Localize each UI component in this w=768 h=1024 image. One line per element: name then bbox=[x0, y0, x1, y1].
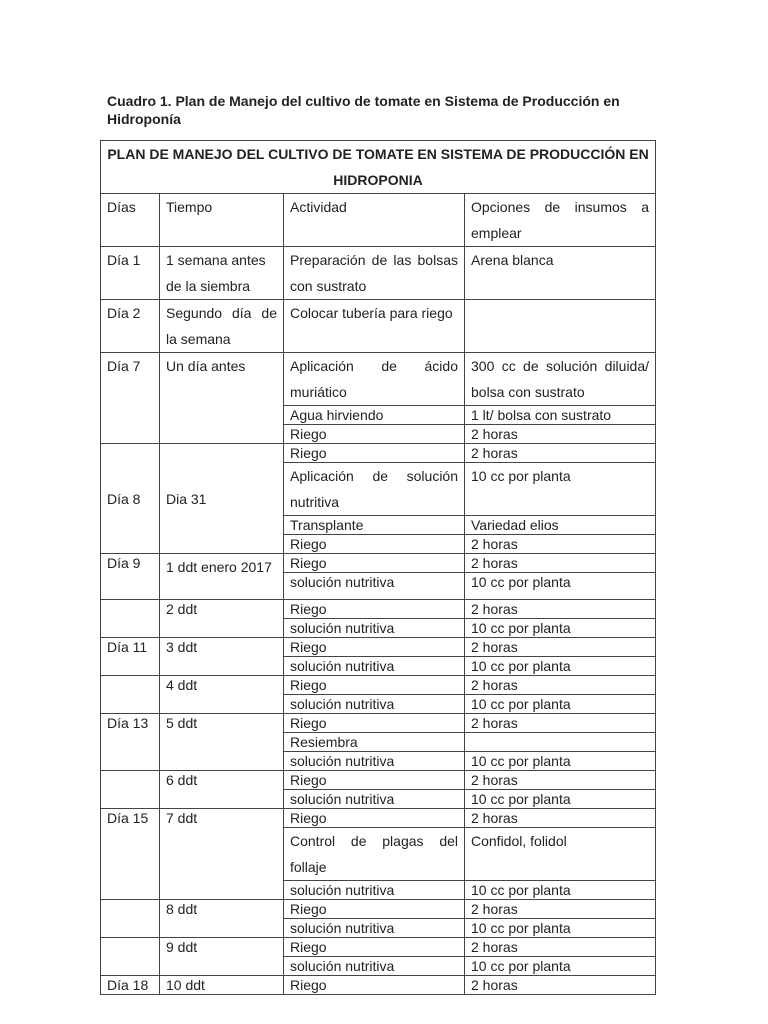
cell-tiempo: 7 ddt bbox=[160, 809, 284, 900]
management-plan-table bbox=[100, 140, 656, 995]
cell-dia: Día 7 bbox=[101, 353, 160, 444]
cell-insumo bbox=[465, 733, 656, 752]
cell-actividad: Colocar tubería para riego bbox=[284, 300, 465, 353]
cell-insumo: Arena blanca bbox=[465, 247, 656, 300]
table-caption: Cuadro 1. Plan de Manejo del cultivo de tomate en Sistema de Producción en Hidroponía bbox=[107, 93, 620, 127]
cell-insumo: 10 cc por planta bbox=[465, 573, 656, 600]
cell-insumo: 2 horas bbox=[465, 676, 656, 695]
cell-insumo: 10 cc por planta bbox=[465, 463, 656, 516]
table-row bbox=[101, 353, 656, 406]
table-row bbox=[101, 809, 656, 828]
cell-insumo: 10 cc por planta bbox=[465, 657, 656, 676]
cell-dia: Día 8 bbox=[101, 444, 160, 554]
cell-tiempo: 10 ddt bbox=[160, 976, 284, 995]
table-row bbox=[101, 247, 656, 300]
table-row bbox=[101, 900, 656, 919]
cell-actividad: solución nutritiva bbox=[284, 657, 465, 676]
cell-actividad: Riego bbox=[284, 676, 465, 695]
cell-insumo: 2 horas bbox=[465, 554, 656, 573]
cell-dia bbox=[101, 900, 160, 938]
cell-insumo: 10 cc por planta bbox=[465, 957, 656, 976]
cell-actividad: Riego bbox=[284, 535, 465, 554]
header-insumos: Opciones de insumos a emplear bbox=[465, 194, 656, 247]
cell-actividad: solución nutritiva bbox=[284, 957, 465, 976]
cell-tiempo: 4 ddt bbox=[160, 676, 284, 714]
cell-insumo: 10 cc por planta bbox=[465, 619, 656, 638]
cell-insumo: 2 horas bbox=[465, 976, 656, 995]
cell-dia: Día 15 bbox=[101, 809, 160, 900]
header-tiempo: Tiempo bbox=[160, 194, 284, 247]
cell-tiempo: 6 ddt bbox=[160, 771, 284, 809]
cell-dia: Día 2 bbox=[101, 300, 160, 353]
cell-actividad: solución nutritiva bbox=[284, 919, 465, 938]
table-row bbox=[101, 771, 656, 790]
cell-dia bbox=[101, 676, 160, 714]
cell-tiempo: Dia 31 bbox=[160, 444, 284, 554]
table-row bbox=[101, 676, 656, 695]
cell-actividad: Riego bbox=[284, 425, 465, 444]
cell-dia bbox=[101, 600, 160, 638]
table-row bbox=[101, 638, 656, 657]
cell-tiempo: Segundo día de la semana bbox=[160, 300, 284, 353]
header-actividad: Actividad bbox=[284, 194, 465, 247]
cell-actividad: Control de plagas del follaje bbox=[284, 828, 465, 881]
cell-actividad: Riego bbox=[284, 938, 465, 957]
cell-actividad: solución nutritiva bbox=[284, 573, 465, 600]
cell-insumo: 10 cc por planta bbox=[465, 881, 656, 900]
cell-insumo bbox=[465, 300, 656, 353]
cell-insumo: 10 cc por planta bbox=[465, 695, 656, 714]
cell-dia: Día 18 bbox=[101, 976, 160, 995]
cell-insumo: Confidol, folidol bbox=[465, 828, 656, 881]
table-title: PLAN DE MANEJO DEL CULTIVO DE TOMATE EN SISTEMA DE PRODUCCIÓN EN HIDROPONIA bbox=[101, 141, 656, 194]
cell-actividad: Riego bbox=[284, 976, 465, 995]
table-row bbox=[101, 714, 656, 733]
cell-tiempo: Un día antes bbox=[160, 353, 284, 444]
cell-actividad: Riego bbox=[284, 714, 465, 733]
cell-dia: Día 9 bbox=[101, 554, 160, 600]
table-row bbox=[101, 554, 656, 573]
cell-dia bbox=[101, 938, 160, 976]
cell-insumo: 2 horas bbox=[465, 600, 656, 619]
table-row bbox=[101, 444, 656, 463]
cell-insumo: 2 horas bbox=[465, 425, 656, 444]
cell-insumo: 2 horas bbox=[465, 444, 656, 463]
cell-actividad: solución nutritiva bbox=[284, 790, 465, 809]
cell-tiempo: 2 ddt bbox=[160, 600, 284, 638]
cell-tiempo: 1 semana antes de la siembra bbox=[160, 247, 284, 300]
cell-insumo: 2 horas bbox=[465, 771, 656, 790]
cell-insumo: 2 horas bbox=[465, 938, 656, 957]
cell-insumo: Variedad elios bbox=[465, 516, 656, 535]
cell-insumo: 10 cc por planta bbox=[465, 919, 656, 938]
cell-actividad: solución nutritiva bbox=[284, 619, 465, 638]
cell-insumo: 2 horas bbox=[465, 535, 656, 554]
cell-insumo: 10 cc por planta bbox=[465, 790, 656, 809]
cell-actividad: solución nutritiva bbox=[284, 881, 465, 900]
cell-tiempo: 3 ddt bbox=[160, 638, 284, 676]
cell-insumo: 2 horas bbox=[465, 714, 656, 733]
cell-dia: Día 11 bbox=[101, 638, 160, 676]
cell-actividad: Riego bbox=[284, 554, 465, 573]
cell-actividad: Riego bbox=[284, 771, 465, 790]
cell-actividad: solución nutritiva bbox=[284, 695, 465, 714]
table-row bbox=[101, 938, 656, 957]
table-row bbox=[101, 600, 656, 619]
cell-tiempo: 5 ddt bbox=[160, 714, 284, 771]
cell-actividad: Preparación de las bolsas con sustrato bbox=[284, 247, 465, 300]
header-dias: Días bbox=[101, 194, 160, 247]
cell-actividad: Transplante bbox=[284, 516, 465, 535]
cell-actividad: Riego bbox=[284, 444, 465, 463]
cell-actividad: Resiembra bbox=[284, 733, 465, 752]
cell-insumo: 2 horas bbox=[465, 900, 656, 919]
cell-tiempo: 1 ddt enero 2017 bbox=[160, 554, 284, 600]
cell-actividad: Riego bbox=[284, 809, 465, 828]
cell-dia: Día 1 bbox=[101, 247, 160, 300]
cell-insumo: 1 lt/ bolsa con sustrato bbox=[465, 406, 656, 425]
cell-actividad: solución nutritiva bbox=[284, 752, 465, 771]
cell-insumo: 2 horas bbox=[465, 638, 656, 657]
cell-actividad: Riego bbox=[284, 638, 465, 657]
table-row bbox=[101, 300, 656, 353]
table-row bbox=[101, 976, 656, 995]
cell-dia: Día 13 bbox=[101, 714, 160, 771]
cell-insumo: 300 cc de solución diluida/ bolsa con sustrato bbox=[465, 353, 656, 406]
cell-tiempo: 9 ddt bbox=[160, 938, 284, 976]
cell-actividad: Riego bbox=[284, 600, 465, 619]
cell-actividad: Agua hirviendo bbox=[284, 406, 465, 425]
cell-tiempo: 8 ddt bbox=[160, 900, 284, 938]
cell-insumo: 2 horas bbox=[465, 809, 656, 828]
cell-actividad: Aplicación de solución nutritiva bbox=[284, 463, 465, 516]
cell-dia bbox=[101, 771, 160, 809]
cell-actividad: Aplicación de ácido muriático bbox=[284, 353, 465, 406]
cell-insumo: 10 cc por planta bbox=[465, 752, 656, 771]
cell-actividad: Riego bbox=[284, 900, 465, 919]
